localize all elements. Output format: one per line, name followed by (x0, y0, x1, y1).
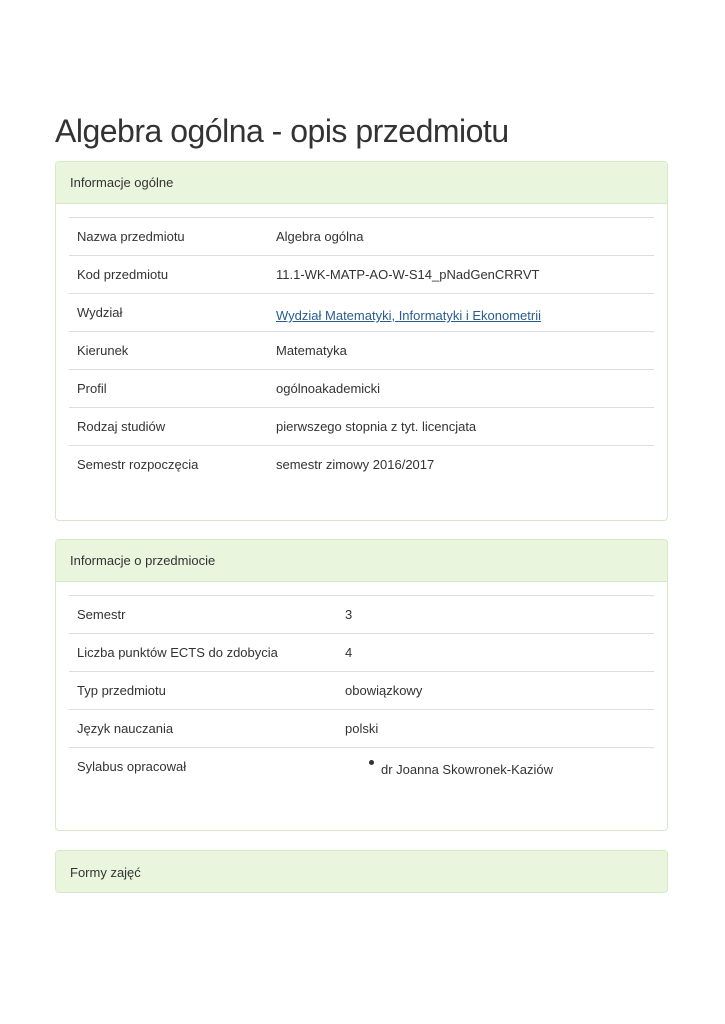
authors-list (345, 759, 646, 777)
table-row (69, 446, 654, 484)
table-row (69, 748, 654, 786)
page-title: Algebra ogólna - opis przedmiotu (55, 113, 509, 149)
faculty-link[interactable]: Wydział Matematyki, Informatyki i Ekonometrii (276, 308, 542, 323)
general-info-table (69, 217, 654, 484)
table-row (69, 256, 654, 294)
general-info-heading: Informacje ogólne (56, 162, 667, 204)
row-value-syllabus-author (337, 748, 654, 786)
list-item: dr Joanna Skowronek-Kaziów (369, 762, 646, 777)
class-forms-heading: Formy zajęć (56, 851, 667, 893)
row-value-course-name: Algebra ogólna (268, 218, 654, 256)
row-label-semester: Semestr (69, 596, 337, 634)
table-row (69, 218, 654, 256)
row-value-study-type: pierwszego stopnia z tyt. licencjata (268, 408, 654, 446)
course-info-table (69, 595, 654, 786)
row-value-field: Matematyka (268, 332, 654, 370)
row-label-profile: Profil (69, 370, 268, 408)
row-label-language: Język nauczania (69, 710, 337, 748)
row-label-start-semester: Semestr rozpoczęcia (69, 446, 268, 484)
table-row (69, 710, 654, 748)
row-label-faculty: Wydział (69, 294, 268, 332)
row-value-ects: 4 (337, 634, 654, 672)
row-value-profile: ogólnoakademicki (268, 370, 654, 408)
course-info-panel (55, 539, 668, 831)
row-value-language: polski (337, 710, 654, 748)
row-label-ects: Liczba punktów ECTS do zdobycia (69, 634, 337, 672)
table-row (69, 294, 654, 332)
table-row (69, 332, 654, 370)
row-label-course-code: Kod przedmiotu (69, 256, 268, 294)
row-label-course-type: Typ przedmiotu (69, 672, 337, 710)
row-label-field: Kierunek (69, 332, 268, 370)
row-value-semester: 3 (337, 596, 654, 634)
row-value-course-type: obowiązkowy (337, 672, 654, 710)
row-value-faculty (268, 294, 654, 332)
row-value-start-semester: semestr zimowy 2016/2017 (268, 446, 654, 484)
row-label-study-type: Rodzaj studiów (69, 408, 268, 446)
row-label-syllabus-author: Sylabus opracował (69, 748, 337, 786)
row-label-course-name: Nazwa przedmiotu (69, 218, 268, 256)
course-info-heading: Informacje o przedmiocie (56, 540, 667, 582)
general-info-panel (55, 161, 668, 521)
table-row (69, 408, 654, 446)
table-row (69, 596, 654, 634)
table-row (69, 370, 654, 408)
table-row (69, 634, 654, 672)
table-row (69, 672, 654, 710)
class-forms-panel (55, 850, 668, 893)
row-value-course-code: 11.1-WK-MATP-AO-W-S14_pNadGenCRRVT (268, 256, 654, 294)
